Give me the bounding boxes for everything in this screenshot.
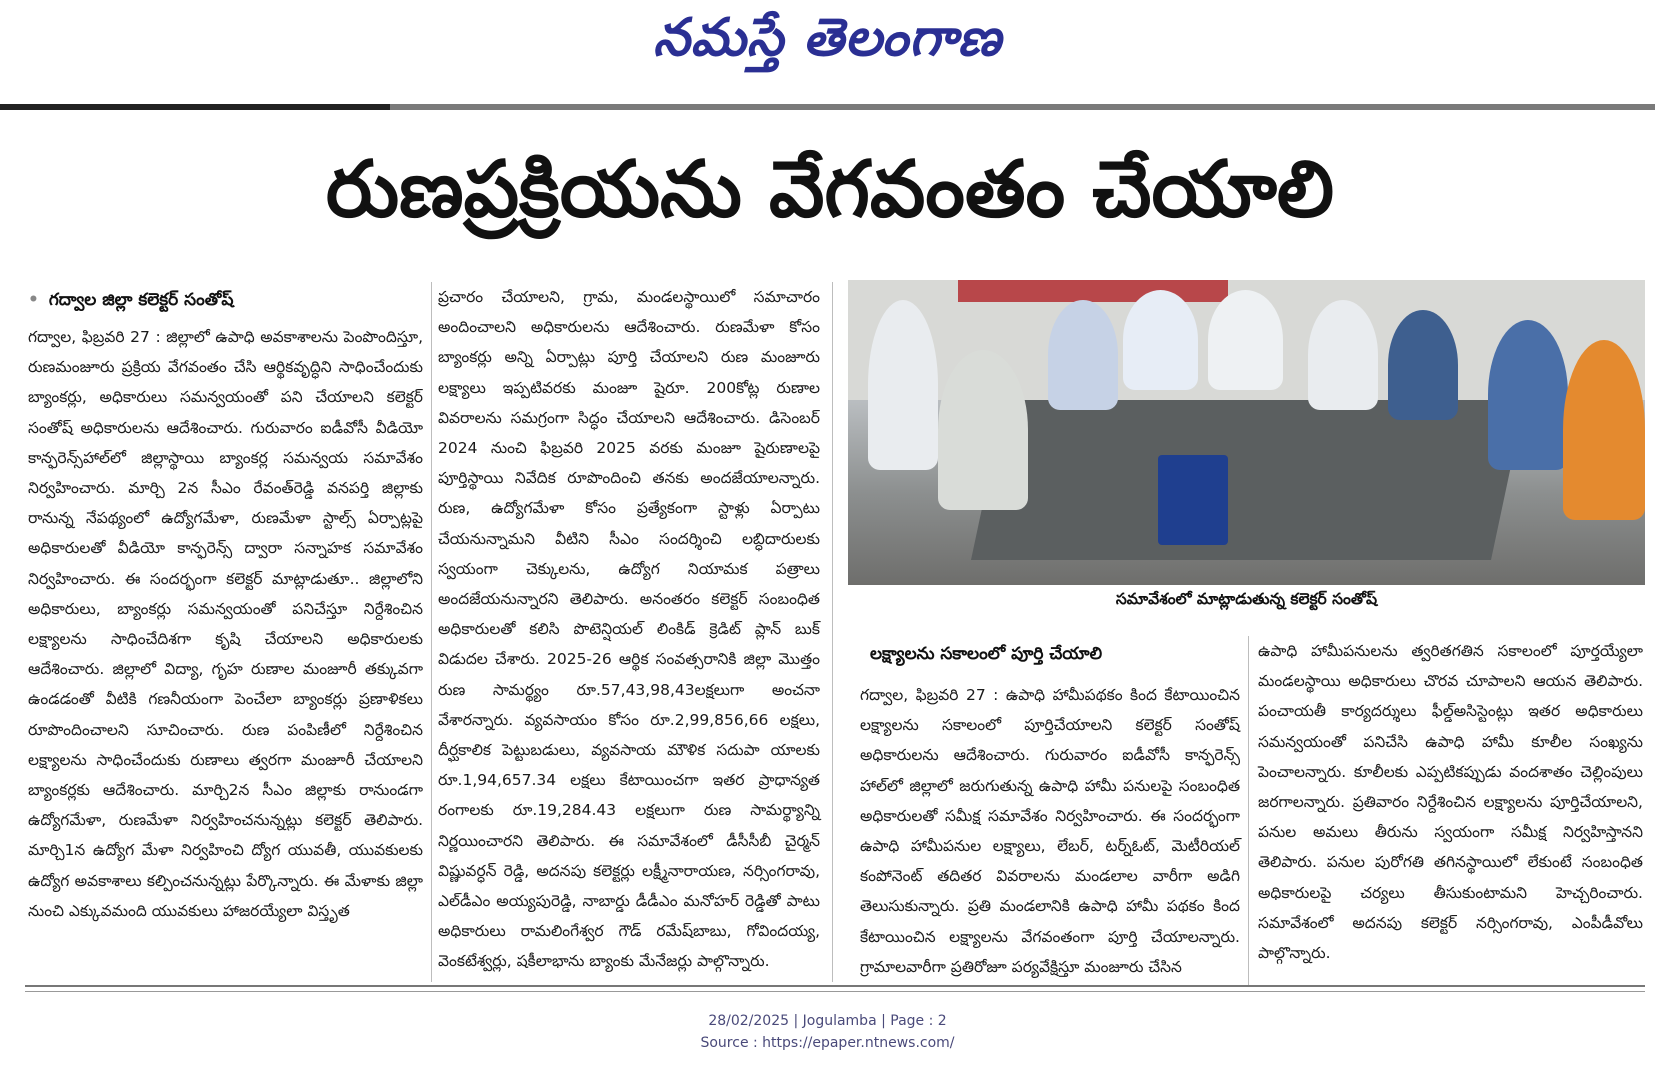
meeting-photo <box>848 280 1645 585</box>
sub-headline: లక్ష్యాలను సకాలంలో పూర్తి చేయాలి <box>870 644 1103 664</box>
article-column-4: ఉపాధి హామీపనులను త్వరితగతిన సకాలంలో పూర్తయ్యేలా మండలస్థాయి అధికారులు చొరవ చూపాలని ఆయన తెలిపారు. పంచాయతీ కార్యదర్శులు ఫీల్డ్‌అసిస్టెంట్లు ఇతర అధికారులు సమన్వయంతో పనిచేసి ఉపాధి హామీ కూలీల సంఖ్యను పెంచాలన్నారు. కూలీలకు ఎప్పటికప్పుడు వందశాతం చెల్లింపులు జరగాలన్నారు. ప్రతివారం నిర్దేశించిన లక్ష్యాలను పూర్తిచేయాలని, పనుల అమలు తీరును స్వయంగా సమీక్ష నిర్వహిస్తానని తెలిపారు. పనుల పురోగతి తగినస్థాయిలో లేకుంటే సంబంధిత అధికారులపై చర్యలు తీసుకుంటామని హెచ్చరించారు. సమావేశంలో అదనపు కలెక్టర్ నర్సింగరావు, ఎంపీడీవోలు పాల్గొన్నారు. <box>1258 642 1643 963</box>
bottom-rule <box>25 985 1645 992</box>
masthead <box>0 0 1655 100</box>
article-column-3: గద్వాల, ఫిబ్రవరి 27 : ఉపాధి హామీపథకం కింద కేటాయించిన లక్ష్యాలను సకాలంలో పూర్తిచేయాలని కలెక్టర్ సంతోష్ అధికారులను ఆదేశించారు. గురువారం ఐడీవోసీ కాన్ఫరెన్స్ హాల్‌లో జిల్లాలో జరుగుతున్న ఉపాధి హామీ పనులపై సంబంధిత అధికారులతో సమీక్ష సమావేశం నిర్వహించారు. ఈ సందర్భంగా ఉపాధి హామీపనుల లక్ష్యాలు, లేబర్, టర్న్‌ఓట్, మెటీరియల్ కంపోనెంట్ తదితర వివరాలను మండలాల వారీగా అడిగి తెలుసుకున్నారు. ప్రతి మండలానికి ఉపాధి హామీ పథకం కింద కేటాయించిన లక్ష్యాలను వేగవంతంగా పూర్తి చేయాలన్నారు. గ్రామాలవారీగా ప్రతిరోజూ పర్యవేక్షిస్తూ మంజూరు చేసిన <box>860 686 1240 976</box>
article-column-2: ప్రచారం చేయాలని, గ్రామ, మండలస్థాయిలో సమాచారం అందించాలని అధికారులను ఆదేశించారు. రుణమేళా కోసం బ్యాంకర్లు అన్ని ఏర్పాట్లు పూర్తి చేయాలని రుణ మంజూరు లక్ష్యాలు ఇప్పటివరకు మంజూ షైరూ. 200కోట్ల రుణాల వివరాలను సమగ్రంగా సిద్ధం చేయాలని ఆదేశించారు. డిసెంబర్ 2024 నుంచి ఫిబ్రవరి 2025 వరకు మంజూ షైరుణాలపై పూర్తిస్థాయి నివేదిక రూపొందించి తనకు అందజేయాలన్నారు. రుణ, ఉద్యోగమేళా కోసం ప్రత్యేకంగా స్టాళ్లు ఏర్పాటు చేయనున్నామని వీటిని సీఎం సందర్శించి లబ్ధిదారులకు స్వయంగా చెక్కులను, ఉద్యోగ నియామక పత్రాలు అందజేయనున్నారని తెలిపారు. అనంతరం కలెక్టర్ సంబంధిత అధికారులతో కలిసి పొటెన్షియల్ లింకిడ్ క్రెడిట్ ప్లాన్ బుక్ విడుదల చేశారు. 2025-26 ఆర్థిక సంవత్సరానికి జిల్లా మొత్తం రుణ సామర్థ్యం రూ.57,43,98,43లక్షలుగా అంచనా వేశారన్నారు. వ్యవసాయం కోసం రూ.2,99,856,66 లక్షలు, దీర్ఘకాలిక పెట్టుబడులు, వ్యవసాయ మౌళిక సదుపా యాలకు రూ.1,94,657.34 లక్షలు కేటాయించగా ఇతర ప్రాధాన్యత రంగాలకు రూ.19,284.43 లక్షలుగా రుణ సామర్థ్యాన్ని నిర్ణయించారని తెలిపారు. ఈ సమావేశంలో డీసీసీబీ చైర్మన్ విష్ణువర్ధన్ రెడ్డి, అదనపు కలెక్టర్లు లక్ష్మీనారాయణ, నర్సింగరావు, ఎల్‌డీఎం అయ్యపురెడ్డి, నాబార్డు డీడీఎం మనోహర్ రెడ్డితో పాటు అధికారులు రామలింగేశ్వర గౌడ్ రమేష్‌బాబు, గోవిందయ్య, వెంకటేశ్వర్లు, షకీలాభాను బ్యాంకు మేనేజర్లు పాల్గొన్నారు. <box>438 288 820 971</box>
article-column-1: గద్వాల, ఫిబ్రవరి 27 : జిల్లాలో ఉపాధి అవకాశాలను పెంపొందిస్తూ, రుణమంజూరు ప్రక్రియ వేగవంతం చేసి ఆర్థికవృద్ధిని సాధించేందుకు బ్యాంకర్లు, అధికారులు సమన్వయంతో పని చేయాలని కలెక్టర్ సంతోష్ అధికారులను ఆదేశించారు. గురువారం ఐడీవోసీ వీడియో కాన్ఫరెన్స్‌హాల్‌లో జిల్లాస్థాయి బ్యాంకర్ల సమన్వయ సమావేశం నిర్వహించారు. మార్చి 2న సీఎం రేవంత్‌రెడ్డి వనపర్తి జిల్లాకు రానున్న నేపథ్యంలో ఉద్యోగమేళా, రుణమేళా స్టాల్స్ ఏర్పాట్లపై అధికారులతో వీడియో కాన్ఫరెన్స్ ద్వారా సన్నాహక సమావేశం నిర్వహించారు. ఈ సందర్భంగా కలెక్టర్ మాట్లాడుతూ.. జిల్లాలోని అధికారులు, బ్యాంకర్లు సమన్వయంతో పనిచేస్తూ నిర్దేశించిన లక్ష్యాలను సాధించేదిశగా కృషి చేయాలని అధికారులకు ఆదేశించారు. జిల్లాలో విద్యా, గృహ రుణాల మంజూరీ తక్కువగా ఉండడంతో వీటికి గణనీయంగా పెంచేలా బ్యాంకర్లు ప్రణాళికలు రూపొందించాలని సూచించారు. రుణ పంపిణీలో నిర్దేశించిన లక్ష్యాలను సాధించేందుకు రుణాలు త్వరగా మంజూరీ చేయాలని బ్యాంకర్లకు ఆదేశించారు. మార్చి2న సీఎం జిల్లాకు రానుండగా ఉద్యోగమేళా, రుణమేళా నిర్వహించనున్నట్లు కలెక్టర్ తెలిపారు. మార్చి1న ఉద్యోగ మేళా నిర్వహించి ద్యోగ యువతీ, యువకులకు ఉద్యోగ అవకాశాలు కల్పించనున్నట్లు పేర్కొన్నారు. ఈ మేళాకు జిల్లా నుంచి ఎక్కువమంది యువకులు హాజరయ్యేలా విస్తృత <box>28 328 423 920</box>
top-rule <box>0 104 1655 110</box>
photo-caption: సమావేశంలో మాట్లాడుతున్న కలెక్టర్ సంతోష్ <box>1115 590 1378 608</box>
footer-date-edition: 28/02/2025 | Jogulamba | Page : 2 <box>708 1013 947 1029</box>
column-divider <box>832 282 833 982</box>
column-divider <box>431 282 432 982</box>
headline: రుణప్రక్రియను వేగవంతం చేయాలి <box>325 145 1335 235</box>
masthead-title: నమస్తే తెలంగాణ <box>653 8 1002 68</box>
column-divider <box>1248 636 1249 986</box>
byline <box>28 290 428 314</box>
byline-text: గద్వాల జిల్లా కలెక్టర్ సంతోష్ <box>48 290 234 310</box>
footer-source-link[interactable]: Source : https://epaper.ntnews.com/ <box>700 1035 955 1051</box>
bullet-icon: • <box>28 290 39 310</box>
